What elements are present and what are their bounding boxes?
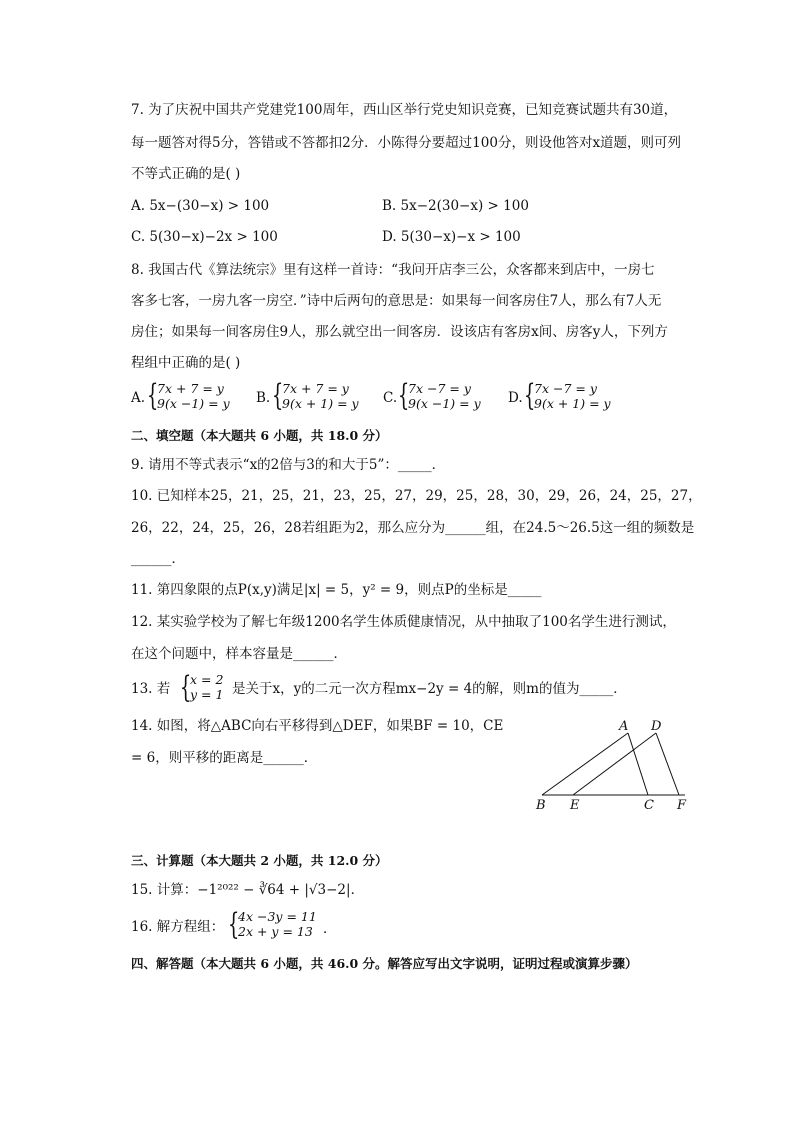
left-brace-icon: { xyxy=(271,378,284,413)
label-e: E xyxy=(570,798,580,813)
q13-eq2: y = 1 xyxy=(190,687,224,702)
q10-line2: 26，22，24，25，26，28若组距为2，那么应分为______组，在24.5～26.5这一组的频数是 xyxy=(131,520,695,536)
q13-prefix: 13. 若 xyxy=(131,681,171,697)
q8-option-a-label: A. xyxy=(131,390,146,406)
q8-line2: 客多七客，一房九客一房空．”诗中后两句的意思是：如果每一间客房住7人，那么有7人无 xyxy=(131,293,662,309)
label-d: D xyxy=(651,719,662,734)
section-heading-fill-in: 二、填空题（本大题共 6 小题，共 18.0 分） xyxy=(131,428,388,443)
q8-option-c-eq2: 9(x −1) = y xyxy=(408,396,481,411)
q13-eq1: x = 2 xyxy=(190,672,224,687)
label-a: A xyxy=(619,719,629,734)
q10-line3: ______． xyxy=(131,551,185,567)
q7-option-c: C. 5(30−x)−2x > 100 xyxy=(131,229,278,245)
q8-option-b-label: B. xyxy=(256,390,271,406)
q16-suffix: ． xyxy=(323,921,337,937)
q8-option-a-eq1: 7x + 7 = y xyxy=(157,381,224,396)
q7-option-a: A. 5x−(30−x) > 100 xyxy=(131,198,270,214)
q8-option-d-eq2: 9(x + 1) = y xyxy=(534,396,611,411)
left-brace-icon: { xyxy=(179,670,192,705)
left-brace-icon: { xyxy=(227,907,240,942)
section-heading-calculation: 三、计算题（本大题共 2 小题，共 12.0 分） xyxy=(131,853,388,868)
q8-option-c-label: C. xyxy=(383,390,398,406)
label-b: B xyxy=(536,798,546,813)
q8-option-b-eq1: 7x + 7 = y xyxy=(282,381,349,396)
left-brace-icon: { xyxy=(523,378,536,413)
left-brace-icon: { xyxy=(146,378,159,413)
q7-option-b: B. 5x−2(30−x) > 100 xyxy=(382,198,529,214)
q14-line2: = 6，则平移的距离是______． xyxy=(131,750,318,766)
q13-suffix: 是关于x，y的二元一次方程mx−2y = 4的解，则m的值为_____． xyxy=(232,681,627,697)
label-c: C xyxy=(644,798,654,813)
q15: 15. 计算：−1²⁰²² − ∛64 + |√3−2|． xyxy=(131,882,365,898)
q12-line2: 在这个问题中，样本容量是______． xyxy=(131,646,347,662)
q16-prefix: 16. 解方程组： xyxy=(131,919,225,935)
q16-eq1: 4x −3y = 11 xyxy=(238,909,317,924)
q7-line2: 每一题答对得5分，答错或不答都扣2分．小陈得分要超过100分，则设他答对x道题，则可列 xyxy=(131,135,682,151)
q8-line1: 8. 我国古代《算法统宗》里有这样一首诗：“我问开店李三公，众客都来到店中，一房七 xyxy=(131,262,655,278)
q8-option-d-label: D. xyxy=(508,390,523,406)
segment-df xyxy=(656,733,679,795)
q7-line1: 7. 为了庆祝中国共产党建党100周年，西山区举行党史知识竞赛，已知竞赛试题共有30道， xyxy=(131,102,678,118)
q10-line1: 10. 已知样本25，21，25，21，23，25，27，29，25，28，30，29，26，24，25，27， xyxy=(131,488,702,504)
section-heading-answer: 四、解答题（本大题共 6 小题，共 46.0 分。解答应写出文字说明，证明过程或演算步骤） xyxy=(131,956,638,971)
q14-line1: 14. 如图，将△ABC向右平移得到△DEF，如果BF = 10，CE xyxy=(131,718,504,734)
q7-line3: 不等式正确的是( ) xyxy=(131,166,241,182)
q7-option-d: D. 5(30−x)−x > 100 xyxy=(382,229,521,245)
q8-option-a-eq2: 9(x −1) = y xyxy=(157,396,230,411)
q8-line4: 程组中正确的是( ) xyxy=(131,355,241,371)
q9: 9. 请用不等式表示“x的2倍与3的和大于5”：_____． xyxy=(131,457,446,473)
segment-ac xyxy=(628,733,648,795)
label-f: F xyxy=(677,798,687,813)
q8-option-c-eq1: 7x −7 = y xyxy=(408,381,471,396)
q11: 11. 第四象限的点P(x,y)满足|x| = 5，y² = 9，则点P的坐标是_____ xyxy=(131,582,542,598)
left-brace-icon: { xyxy=(397,378,410,413)
q16-eq2: 2x + y = 13 xyxy=(238,924,313,939)
q12-line1: 12. 某实验学校为了解七年级1200名学生体质健康情况，从中抽取了100名学生进行测试， xyxy=(131,614,676,630)
q8-option-d-eq1: 7x −7 = y xyxy=(534,381,597,396)
translation-figure xyxy=(530,715,700,815)
q8-line3: 房住；如果每一间客房住9人，那么就空出一间客房．设该店有客房x间、房客y人，下列方 xyxy=(131,324,668,340)
q8-option-b-eq2: 9(x + 1) = y xyxy=(282,396,359,411)
